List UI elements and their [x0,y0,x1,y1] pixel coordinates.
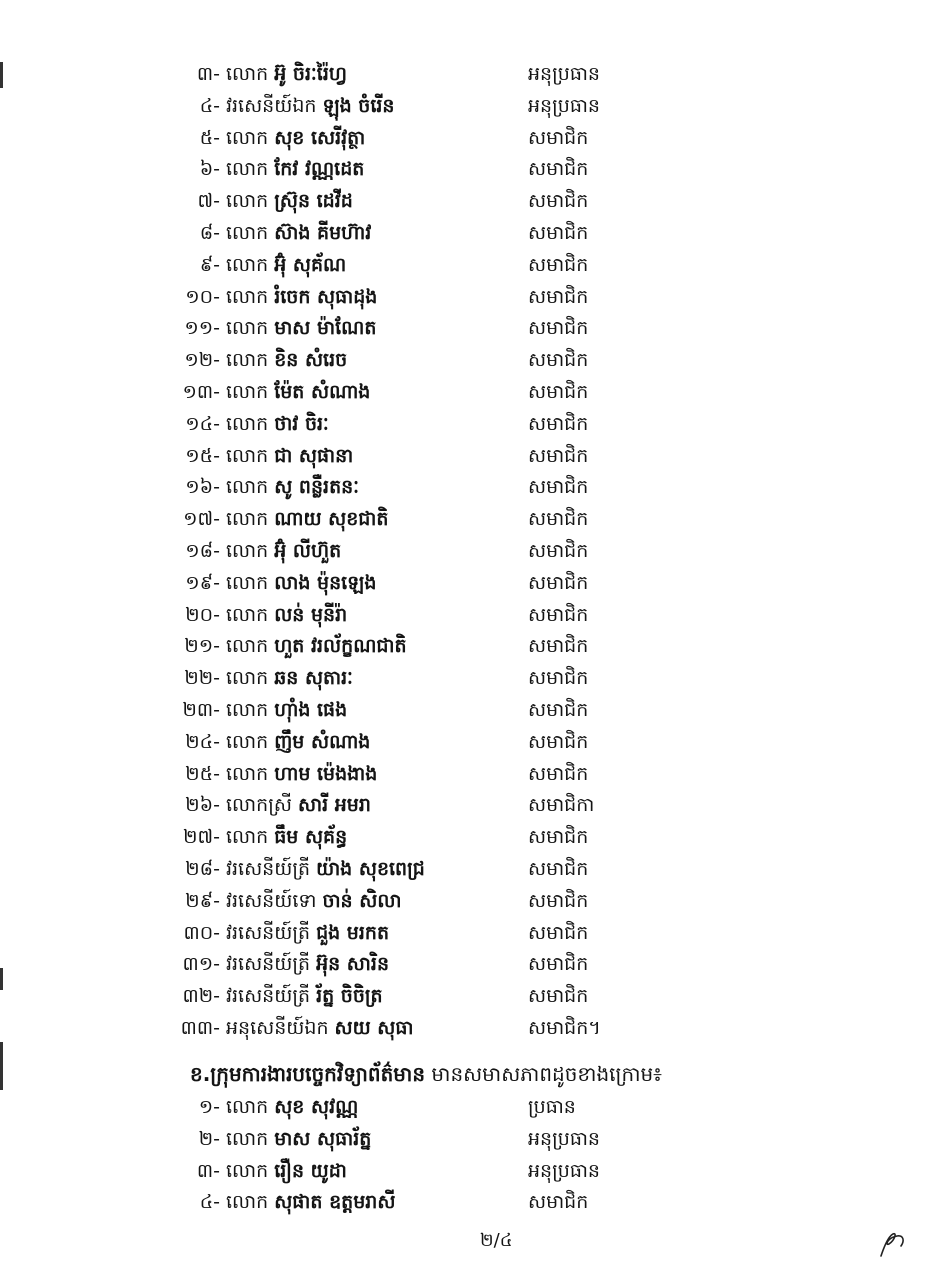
member-row [150,980,670,1012]
item-number: ៧- [197,190,220,213]
item-number: ២៦- [185,794,220,817]
member-role: សមាជិក [528,826,589,849]
member-title: លោក [226,412,269,435]
member-name-line [226,1091,358,1123]
section-title-rest: មានសមាសភាពដូចខាងក្រោម៖ [425,1062,662,1086]
item-number: ៥- [199,126,220,149]
item-number: ១- [198,1096,220,1118]
member-role: សមាជិក [528,699,589,721]
member-name: ជួង មរកត [316,921,390,944]
member-title: លោក [226,1127,269,1150]
member-title: អនុសេនីយ៍ឯក [226,1017,329,1039]
member-name: ឆន សុតារៈ [274,667,353,690]
item-number: ១០- [185,285,220,308]
member-title: លោក [226,603,269,626]
member-name-line [226,185,353,217]
member-role: សមាជិក [528,858,589,880]
member-name: ហួត វរល័ក្ខណជាតិ [274,635,407,658]
member-name: ណាយ សុខជាតិ [274,508,389,531]
member-row [150,694,670,726]
member-row [150,948,670,980]
item-number: ១៣- [182,381,220,403]
member-row [150,789,670,821]
member-title: លោក [226,635,269,658]
member-name-line [226,408,329,440]
member-name: អ៊ុន សារិន [316,953,390,976]
member-row [150,662,670,694]
member-row [150,885,670,917]
member-row [150,312,670,344]
member-name-line [226,599,347,631]
member-row [150,1091,670,1123]
member-role: សមាជិក [528,190,589,213]
member-role: អនុប្រធាន [528,1159,600,1182]
member-name-line [226,1155,347,1187]
section-number: ខ. [190,1062,211,1086]
member-name-line [226,821,347,853]
member-title: លោក [226,571,269,594]
member-name: ស៊្រុន ដេវីដ [274,190,353,213]
member-name: សយ សុធា [334,1017,414,1039]
member-title: លោក [226,1096,269,1118]
member-role: សមាជិក [528,508,589,531]
member-row [150,1123,670,1155]
member-name: មាស សុធារ័ត្ន [274,1127,372,1150]
member-name: សុផាត ឧត្តមរាសី [274,1191,396,1214]
item-number: ៤- [199,94,220,117]
member-name: លាង ម៉ុនឡេង [274,571,377,594]
item-number: ២៥- [185,762,220,785]
member-role: អនុប្រធាន [528,63,600,85]
member-title: លោក [226,826,269,849]
member-role: សមាជិក [528,889,589,912]
member-name: សុខ សុវណ្ណ [274,1096,359,1118]
item-number: ២៨- [185,858,220,880]
member-name-line [226,217,371,249]
member-role: ប្រធាន [528,1096,576,1118]
member-name-line [226,122,365,154]
member-name-line [226,885,401,917]
member-name-line [226,948,389,980]
member-row [150,917,670,949]
item-number: ១៨- [185,540,220,562]
item-number: ២២- [184,667,220,690]
member-name: អ៊ុំ លីហ៊ួត [274,540,342,562]
member-role: សមាជិក [528,985,589,1008]
member-title: លោក [226,317,269,340]
member-role: សមាជិក [528,444,589,467]
item-number: ២៩- [185,889,220,912]
member-name-line [226,789,371,821]
member-title: លោកស្រី [226,794,292,817]
section-title: ក្រុមការងារបច្ចេកវិទ្យាព័ត៌មាន [210,1062,426,1086]
member-row [150,281,670,313]
member-title: លោក [226,730,269,753]
member-role: សមាជិក [528,381,589,403]
member-role: សមាជិក [528,635,589,658]
member-title: វរសេនីយ៍ទោ [226,889,317,912]
member-role: សមាជិក [528,921,589,944]
member-name: ហ៊ាំង ផេង [274,699,348,721]
section-heading [190,1058,662,1090]
member-name-line [226,662,353,694]
member-title: លោក [226,222,269,244]
member-row [150,217,670,249]
member-role: សមាជិក [528,349,589,372]
item-number: ៣- [196,1159,220,1182]
member-name-line [226,153,364,185]
member-name: សារី អមរា [297,794,371,817]
member-name: ហាម ម៉េងងាង [274,762,378,785]
member-name-line [226,980,383,1012]
member-row [150,503,670,535]
member-title: លោក [226,476,269,499]
member-row [150,630,670,662]
binding-mark [0,1042,3,1090]
member-title: លោក [226,285,269,308]
member-name-line [226,726,370,758]
member-name: ខិន សំរេច [274,349,348,372]
member-name-line [226,58,347,90]
item-number: ១៧- [183,508,220,531]
member-name-line [226,503,388,535]
member-title: វរសេនីយ៍ត្រី [226,858,311,880]
member-role: សមាជិក។ [528,1017,601,1039]
item-number: ២៤- [185,730,220,753]
member-name: ស៊ាង គីមហ៊ាវ [274,222,372,244]
member-title: លោក [226,381,269,403]
member-name-line [226,471,359,503]
member-role: សមាជិក [528,412,589,435]
member-title: វរសេនីយ៍ត្រី [226,921,311,944]
member-title: លោក [226,190,269,213]
item-number: ១៦- [185,476,220,499]
member-name-line [226,344,347,376]
member-row [150,440,670,472]
item-number: ១៩- [185,571,220,594]
member-name: ជា សុផានា [274,444,354,467]
item-number: ៣១- [182,953,220,976]
handwritten-initial-icon [875,1226,911,1262]
member-name: រឿន យូដា [274,1159,347,1182]
member-name-line [226,758,377,790]
item-number: ៣៣- [180,1017,220,1039]
member-name: រ័ត្ន ចិចិត្រ [316,985,383,1008]
member-name-line [226,440,353,472]
member-role: សមាជិក [528,730,589,753]
binding-mark [0,968,3,990]
member-role: សមាជិក [528,667,589,690]
item-number: ៨- [199,222,220,244]
member-name: កែវ វណ្ណដេត [274,158,365,181]
member-name-line [226,1012,414,1044]
item-number: ៩- [199,253,220,276]
member-row [150,726,670,758]
item-number: ២១- [184,635,220,658]
member-row [150,185,670,217]
member-name: យ៉ាង សុខពេជ្រ [316,858,425,880]
member-name: មាស ម៉ាណែត [274,317,377,340]
member-role: សមាជិក [528,571,589,594]
member-title: លោក [226,1191,269,1214]
item-number: ៤- [199,1191,220,1214]
member-title: លោក [226,349,269,372]
member-name-line [226,1123,371,1155]
member-name: ឡុង ចំរើន [322,94,395,117]
member-name-line [226,630,407,662]
member-title: លោក [226,762,269,785]
member-title: លោក [226,253,269,276]
member-name-line [226,312,376,344]
member-role: សមាជិកា [528,794,595,817]
member-title: លោក [226,158,269,181]
item-number: ១២- [184,349,220,372]
member-role: សមាជិក [528,1191,589,1214]
member-role: អនុប្រធាន [528,1127,600,1150]
member-name-line [226,376,370,408]
member-row [150,471,670,503]
item-number: ៦- [199,158,220,181]
member-name: ញឹម សំណាង [274,730,371,753]
member-title: លោក [226,508,269,531]
member-name: សូ ពន្លឺរតនៈ [274,476,359,499]
member-row [150,249,670,281]
item-number: ២៧- [183,826,220,849]
member-role: សមាជិក [528,158,589,181]
member-name: ម៉ែត សំណាង [274,381,371,403]
item-number: ២- [198,1127,220,1150]
item-number: ៣០- [183,921,220,944]
member-name-line [226,281,377,313]
member-row [150,376,670,408]
member-name: រំចេក សុធាដុង [274,285,378,308]
member-role: សមាជិក [528,253,589,276]
member-row [150,1186,670,1218]
item-number: ១៤- [185,412,220,435]
item-number: ១១- [184,317,220,340]
item-number: ៣២- [182,985,220,1008]
member-title: លោក [226,1159,269,1182]
member-row [150,1012,670,1044]
member-row [150,153,670,185]
member-row [150,58,670,90]
binding-mark [0,62,3,88]
member-role: សមាជិក [528,126,589,149]
member-title: វរសេនីយ៍ឯក [226,94,317,117]
member-title: លោក [226,540,269,562]
member-role: សមាជិក [528,285,589,308]
member-title: លោក [226,667,269,690]
member-row [150,122,670,154]
member-name: អ៊ូ ចិរៈរ៉ៃហ្វ [274,63,347,85]
member-name-line [226,853,425,885]
member-title: លោក [226,63,269,85]
member-name-line [226,917,389,949]
member-title: លោក [226,699,269,721]
member-title: វរសេនីយ៍ត្រី [226,953,311,976]
member-name: ថាវ ចិរៈ [274,412,329,435]
member-row [150,408,670,440]
member-title: លោក [226,126,269,149]
member-row [150,1155,670,1187]
member-name-line [226,694,347,726]
page-number: ២/៤ [480,1230,513,1251]
member-name: អ៊ុំ សុគ័ណ [274,253,347,276]
member-role: សមាជិក [528,953,589,976]
member-name: លន់ មុនីរ៉ា [274,603,348,626]
member-role: សមាជិក [528,540,589,562]
item-number: ៣- [196,63,220,85]
member-row [150,90,670,122]
member-row [150,758,670,790]
item-number: ២០- [185,603,220,626]
member-role: អនុប្រធាន [528,94,600,117]
member-row [150,567,670,599]
member-name: ធឹម សុគ័ន្ធ [274,826,348,849]
member-row [150,535,670,567]
item-number: ២៣- [182,699,220,721]
member-title: វរសេនីយ៍ត្រី [226,985,311,1008]
member-role: សមាជិក [528,222,589,244]
member-row [150,853,670,885]
member-name-line [226,90,395,122]
member-row [150,599,670,631]
member-role: សមាជិក [528,603,589,626]
member-name-line [226,567,376,599]
member-title: លោក [226,444,269,467]
member-role: សមាជិក [528,762,589,785]
member-name-line [226,535,341,567]
member-role: សមាជិក [528,476,589,499]
member-row [150,344,670,376]
item-number: ១៥- [185,444,220,467]
member-role: សមាជិក [528,317,589,340]
member-name: សុខ សេរីវុត្ថា [274,126,366,149]
member-name-line [226,249,346,281]
member-name: ចាន់ សិលា [322,889,402,912]
member-row [150,821,670,853]
member-name-line [226,1186,395,1218]
